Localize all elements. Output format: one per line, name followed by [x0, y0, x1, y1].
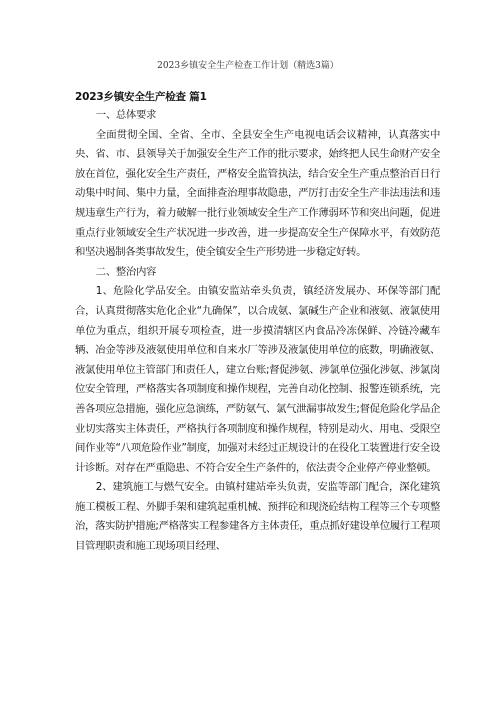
document-title: 2023乡镇安全生产检查工作计划（精选3篇） [157, 61, 339, 71]
paragraph: 1、危险化学品安全。由镇安监站牵头负责，镇经济发展办、环保等部门配合，认真贯彻落实危化企业“九确保”，以合成氨、氯碱生产企业和液氨、液氯使用单位为重点，组织开展专项检查，进一步摸清辖区内食品冷冻保鲜、冷链冷藏车辆、冶金等涉及液氨使用单位和自来水厂等涉及液氯使用单位的底数，明确液氨、液氯使用单位主管部门和责任人，建立台账;督促涉氨、涉氯单位强化涉氨、涉氯岗位安全管理，严格落实各项制度和操作规程，完善自动化控制、报警连锁系统，完善各项应急措施，强化应急演练，严防氨气、氯气泄漏事故发生;督促危险化学品企业切实落实主体责任，严格执行各项制度和操作规程，特别是动火、用电、受限空间作业等“八项危险作业”制度，加强对未经过正规设计的在役化工装置进行安全设计诊断。对存在严重隐患、不符合安全生产条件的，依法责令企业停产停业整顿。 [75, 285, 440, 474]
section-heading: 2023乡镇安全生产检查 篇1 [75, 91, 207, 103]
subheading-general-requirements: 一、总体要求 [95, 109, 157, 121]
paragraph: 2、建筑施工与燃气安全。由镇村建站牵头负责，安监等部门配合，深化建筑施工模板工程、外脚手架和建筑起重机械、预拌砼和现浇砼结构工程等三个专项整治，落实防护措施;严格落实工程参建各方主体责任，重点抓好建设单位履行工程项目管理职责和施工现场项目经理、 [75, 481, 440, 553]
paragraph: 全面贯彻全国、全省、全市、全县安全生产电视电话会议精神，认真落实中央、省、市、县领导关于加强安全生产工作的批示要求，始终把人民生命财产安全放在首位，强化安全生产责任，严格安全监管执法，结合安全生产重点整治百日行动集中时间、集中力量，全面排查治理事故隐患，严厉打击安全生产非法违法和违规违章生产行为，着力破解一批行业领域安全生产工作薄弱环节和突出问题，促进重点行业领域安全生产状况进一步改善，进一步提高安全生产保障水平，有效防范和坚决遏制各类事故发生，使全镇安全生产形势进一步稳定好转。 [75, 128, 440, 259]
subheading-rectification-content: 二、整治内容 [95, 265, 157, 278]
document-body [75, 106, 440, 557]
